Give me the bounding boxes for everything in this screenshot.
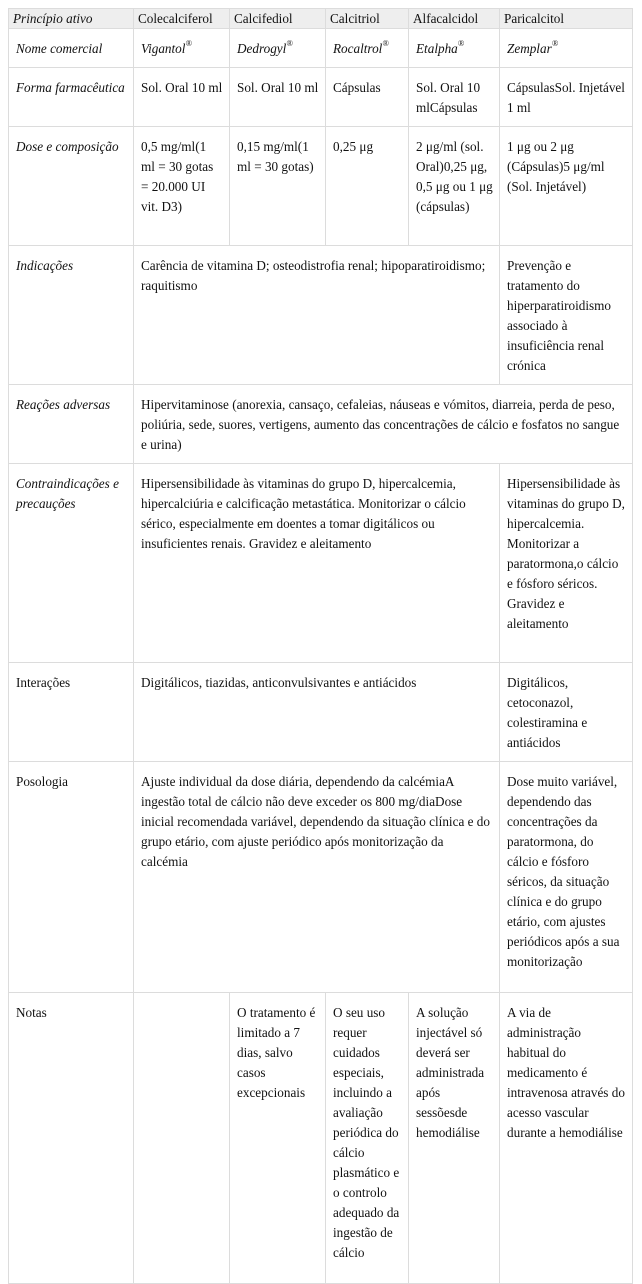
label-notes: Notas <box>9 993 134 1284</box>
contra-paricalcitol: Hipersensibilidade às vitaminas do grupo D, hipercalcemia. Monitorizar a paratormona,o cálcio e fósforo séricos. Gravidez e aleitamento <box>500 464 633 663</box>
dose-cell: 2 μg/ml (sol. Oral)0,25 μg, 0,5 μg ou 1 μg (cápsulas) <box>409 127 500 246</box>
label-dose: Dose e composição <box>9 127 134 246</box>
notes-cell: O tratamento é limitado a 7 dias, salvo casos excepcionais <box>230 993 326 1284</box>
label-trade-name: Nome comercial <box>9 29 134 68</box>
label-indications: Indicações <box>9 246 134 385</box>
row-notes <box>9 993 633 1284</box>
pharma-form-cell: CápsulasSol. Injetável 1 ml <box>500 68 633 127</box>
trade-name-cell: Rocaltrol® <box>326 29 409 68</box>
header-calcifediol: Calcifediol <box>230 9 326 29</box>
dose-cell: 1 μg ou 2 μg (Cápsulas)5 μg/ml (Sol. Injetável) <box>500 127 633 246</box>
interactions-common: Digitálicos, tiazidas, anticonvulsivantes e antiácidos <box>134 663 500 762</box>
notes-cell <box>134 993 230 1284</box>
pharma-form-cell: Sol. Oral 10 ml <box>230 68 326 127</box>
pharma-form-cell: Cápsulas <box>326 68 409 127</box>
label-pharma-form: Forma farmacêutica <box>9 68 134 127</box>
posology-paricalcitol: Dose muito variável, dependendo das concentrações da paratormona, do cálcio e fósforo séricos, da situação clínica e do grupo etário, com ajustes periódicos após a sua monitorização <box>500 762 633 993</box>
row-posology <box>9 762 633 993</box>
header-paricalcitol: Paricalcitol <box>500 9 633 29</box>
adverse-common: Hipervitaminose (anorexia, cansaço, cefaleias, náuseas e vómitos, diarreia, perda de peso, poliúria, sede, suores, vertigens, aumento das concentrações de cálcio e fosfatos no sangue e urina) <box>134 385 633 464</box>
row-indications <box>9 246 633 385</box>
vitamin-d-comparison-table <box>8 8 633 1284</box>
dose-cell: 0,5 mg/ml(1 ml = 30 gotas = 20.000 UI vit. D3) <box>134 127 230 246</box>
contra-common: Hipersensibilidade às vitaminas do grupo D, hipercalcemia, hipercalciúria e calcificação metastática. Monitorizar o cálcio sérico, especialmente em doentes a tomar digitálicos ou insuficientes renais. Gravidez e aleitamento <box>134 464 500 663</box>
pharma-form-cell: Sol. Oral 10 mlCápsulas <box>409 68 500 127</box>
notes-cell: O seu uso requer cuidados especiais, incluindo a avaliação periódica do cálcio plasmático e o controlo adequado da ingestão de cálcio <box>326 993 409 1284</box>
label-posology: Posologia <box>9 762 134 993</box>
indications-paricalcitol: Prevenção e tratamento do hiperparatiroidismo associado à insuficiência renal crónica <box>500 246 633 385</box>
row-dose <box>9 127 633 246</box>
row-trade-name <box>9 29 633 68</box>
interactions-paricalcitol: Digitálicos, cetoconazol, colestiramina e antiácidos <box>500 663 633 762</box>
notes-cell: A via de administração habitual do medicamento é intravenosa através do acesso vascular durante a hemodiálise <box>500 993 633 1284</box>
row-interactions <box>9 663 633 762</box>
posology-common: Ajuste individual da dose diária, dependendo da calcémiaA ingestão total de cálcio não deve exceder os 800 mg/diaDose inicial recomendada variável, dependendo da situação clínica e do grupo etário, com ajuste periódico após monitorização da calcémia <box>134 762 500 993</box>
indications-common: Carência de vitamina D; osteodistrofia renal; hipoparatiroidismo; raquitismo <box>134 246 500 385</box>
dose-cell: 0,15 mg/ml(1 ml = 30 gotas) <box>230 127 326 246</box>
header-alfacalcidol: Alfacalcidol <box>409 9 500 29</box>
header-colecalciferol: Colecalciferol <box>134 9 230 29</box>
label-contraindications: Contraindicações e precauções <box>9 464 134 663</box>
dose-cell: 0,25 μg <box>326 127 409 246</box>
header-row <box>9 9 633 29</box>
notes-cell: A solução injectável só deverá ser administrada após sessõesde hemodiálise <box>409 993 500 1284</box>
header-calcitriol: Calcitriol <box>326 9 409 29</box>
row-contraindications <box>9 464 633 663</box>
trade-name-cell: Zemplar® <box>500 29 633 68</box>
trade-name-cell: Etalpha® <box>409 29 500 68</box>
header-active-ingredient: Princípio ativo <box>9 9 134 29</box>
label-adverse: Reações adversas <box>9 385 134 464</box>
pharma-form-cell: Sol. Oral 10 ml <box>134 68 230 127</box>
trade-name-cell: Vigantol® <box>134 29 230 68</box>
row-adverse <box>9 385 633 464</box>
trade-name-cell: Dedrogyl® <box>230 29 326 68</box>
row-pharma-form <box>9 68 633 127</box>
label-interactions: Interações <box>9 663 134 762</box>
